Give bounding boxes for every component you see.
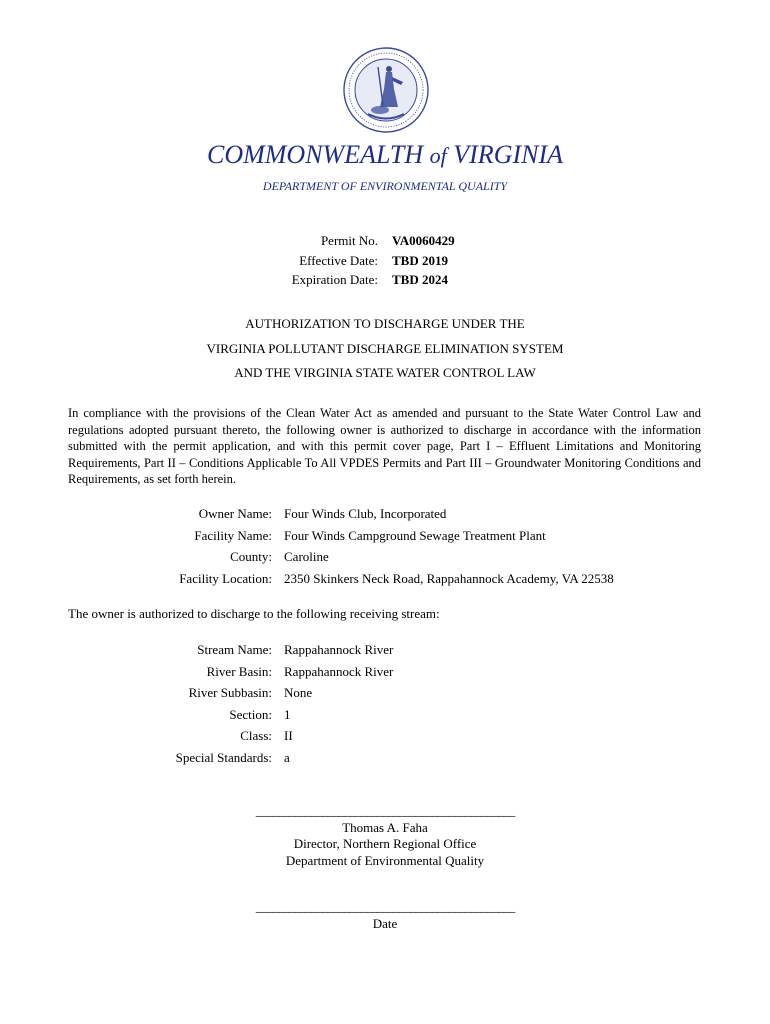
special-standards-row	[0, 750, 770, 772]
section-row	[0, 707, 770, 729]
field-value: None	[284, 685, 313, 700]
class-row	[0, 728, 770, 750]
department-name: DEPARTMENT OF ENVIRONMENTAL QUALITY	[262, 179, 508, 193]
authorization-line: VIRGINIA POLLUTANT DISCHARGE ELIMINATION SYSTEM	[206, 340, 564, 356]
facility-location-row	[0, 571, 770, 593]
field-label: Stream Name:	[197, 642, 272, 657]
signatory-title: Director, Northern Regional Office	[293, 836, 477, 851]
owner-details	[0, 506, 770, 593]
authorization-heading	[0, 316, 770, 390]
expiration-date-label: Expiration Date:	[291, 272, 378, 287]
date-block	[0, 899, 770, 932]
field-label: Section:	[229, 706, 272, 722]
field-value: Four Winds Club, Incorporated	[284, 506, 447, 521]
stream-details	[0, 642, 770, 771]
river-subbasin-row	[0, 685, 770, 707]
field-value: 2350 Skinkers Neck Road, Rappahannock Academy, VA 22538	[284, 571, 614, 587]
signatory-name: Thomas A. Faha	[342, 819, 428, 835]
county-row	[0, 549, 770, 571]
authorization-line: AUTHORIZATION TO DISCHARGE UNDER THE	[245, 316, 525, 331]
field-value: Caroline	[284, 549, 329, 565]
signature-line: _______________________________________________	[255, 803, 515, 818]
field-label: Class:	[240, 728, 272, 743]
permit-info	[0, 233, 770, 292]
date-line: _______________________________________________	[255, 899, 515, 914]
expiration-date-row	[0, 272, 770, 292]
expiration-date-value: TBD 2024	[392, 272, 448, 287]
field-value: Rappahannock River	[284, 642, 394, 657]
field-label: Facility Name:	[194, 527, 272, 543]
stream-intro-text: The owner is authorized to discharge to the following receiving stream:	[68, 606, 440, 621]
commonwealth-title: COMMONWEALTH of VIRGINIA	[206, 140, 564, 169]
river-basin-row	[0, 664, 770, 686]
field-label: Special Standards:	[175, 749, 272, 765]
permit-number-row	[0, 233, 770, 253]
field-label: Owner Name:	[198, 506, 272, 521]
effective-date-value: TBD 2019	[392, 252, 448, 268]
signatory-department: Department of Environmental Quality	[285, 852, 485, 868]
field-label: Facility Location:	[179, 571, 272, 587]
signature-block	[0, 803, 770, 869]
effective-date-row	[0, 253, 770, 273]
owner-name-row	[0, 506, 770, 528]
authorization-line: AND THE VIRGINIA STATE WATER CONTROL LAW	[234, 365, 536, 380]
permit-number-value: VA0060429	[392, 233, 455, 248]
field-value: Four Winds Campground Sewage Treatment Plant	[284, 527, 546, 543]
compliance-paragraph: In compliance with the provisions of the Clean Water Act as amended and pursuant to the State Water Control Law and regulations adopted pursuant thereto, the following owner is authorized to discharge in accordance with the information submitted with the permit application, and with this permit cover page, Part I – Effluent Limitations and Monitoring Requirements, Part II – Conditions Applicable To All VPDES Permits and Part III – Groundwater Monitoring Conditions and Requirements, as set forth herein.	[68, 406, 701, 487]
field-value: 1	[284, 706, 291, 722]
field-label: County:	[230, 549, 272, 565]
field-value: Rappahannock River	[284, 663, 394, 679]
facility-name-row	[0, 528, 770, 550]
field-label: River Basin:	[206, 663, 272, 679]
stream-name-row	[0, 642, 770, 664]
effective-date-label: Effective Date:	[299, 252, 378, 268]
virginia-state-seal-icon	[343, 47, 429, 133]
field-label: River Subbasin:	[188, 685, 272, 700]
date-label: Date	[372, 915, 398, 931]
field-value: II	[284, 728, 293, 743]
field-value: a	[284, 749, 290, 765]
permit-number-label: Permit No.	[320, 233, 378, 248]
